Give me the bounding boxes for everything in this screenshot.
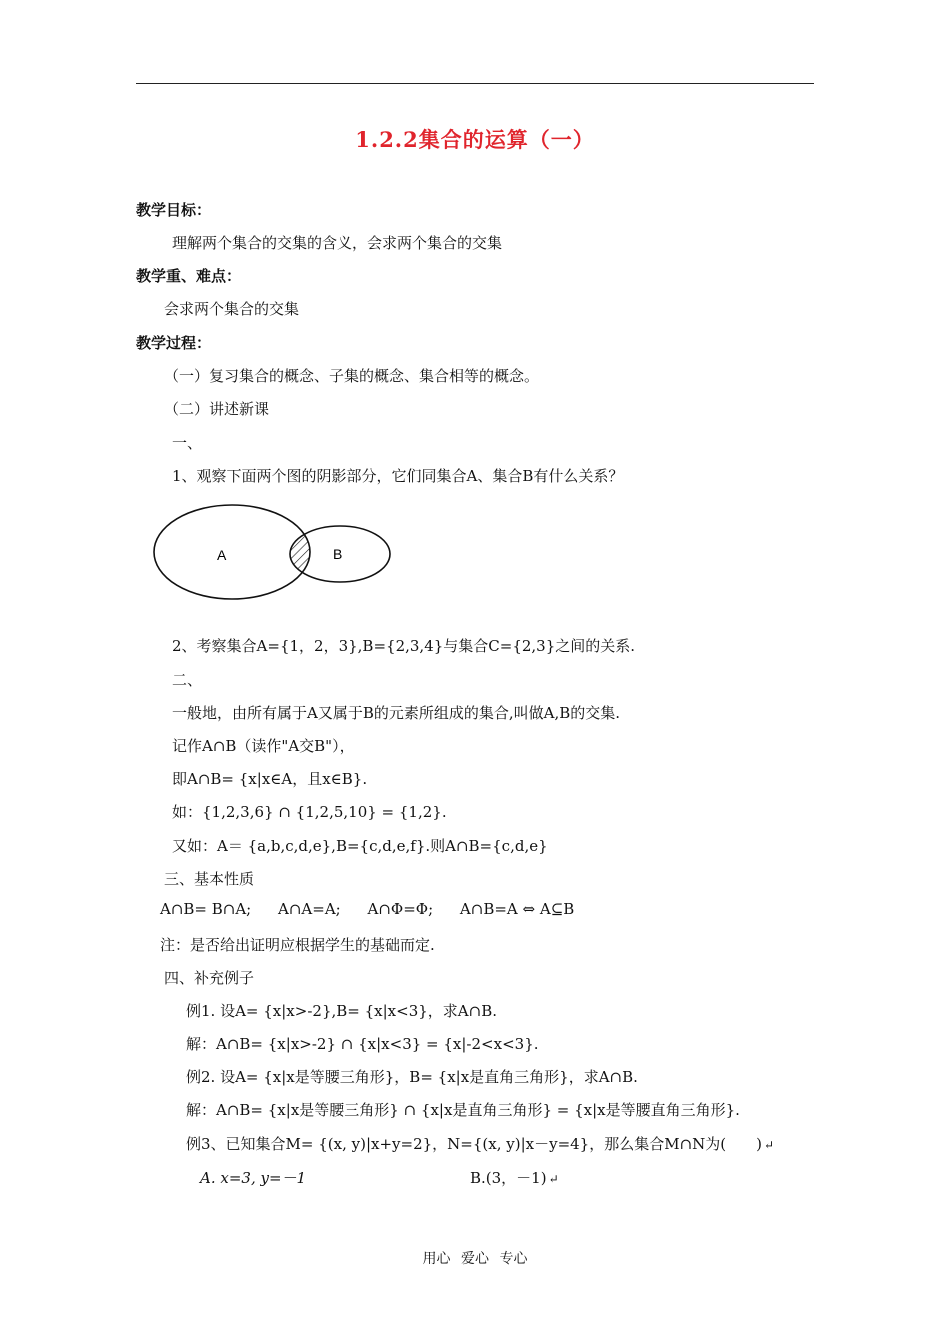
venn-label-b: B: [333, 546, 343, 562]
property-3: A∩Φ=Φ;: [367, 900, 434, 918]
venn-circle-a: [154, 505, 310, 599]
property-2: A∩A=A;: [278, 900, 341, 918]
venn-diagram: [150, 504, 400, 604]
header-rule: [136, 83, 814, 84]
footer: [0, 1248, 950, 1268]
equivalence-icon: ⇔: [522, 900, 536, 918]
footer-item-3: 专心: [499, 1251, 528, 1267]
option-b: B.(3，－1): [470, 1169, 547, 1187]
note-line: 注：是否给出证明应根据学生的基础而定.: [160, 936, 435, 954]
option-b-line: [470, 1168, 559, 1189]
properties-line: [160, 899, 574, 919]
property-4a: A∩B=A: [459, 900, 518, 918]
part2-heading: 二、: [172, 671, 203, 689]
solution-2: 解：A∩B= {x|x是等腰三角形} ∩ {x|x是直角三角形} = {x|x是等腰直角三角形}.: [186, 1101, 740, 1119]
solution-1: 解：A∩B= {x|x>-2} ∩ {x|x<3} = {x|-2<x<3}.: [186, 1035, 539, 1053]
example-b: 又如：A＝ {a,b,c,d,e},B={c,d,e,f}.则A∩B={c,d,e}: [172, 837, 548, 855]
venn-label-a: A: [217, 547, 227, 563]
footer-item-1: 用心: [422, 1251, 451, 1267]
formula: 即A∩B= {x|x∈A，且x∈B}.: [172, 770, 368, 788]
property-4b: A⊆B: [539, 900, 575, 918]
part3-heading: 三、基本性质: [164, 870, 255, 888]
goal-text: 理解两个集合的交集的含义，会求两个集合的交集: [172, 234, 503, 252]
part4-heading: 四、补充例子: [164, 969, 255, 987]
example-1: 例1. 设A= {x|x>-2},B= {x|x<3}，求A∩B.: [186, 1002, 497, 1020]
return-arrow-icon: ↵: [763, 1138, 775, 1152]
review-line: （一）复习集合的概念、子集的概念、集合相等的概念。: [164, 367, 540, 385]
example-a: 如：{1,2,3,6} ∩ {1,2,5,10} = {1,2}.: [172, 803, 447, 821]
definition: 一般地，由所有属于A又属于B的元素所组成的集合,叫做A,B的交集.: [172, 704, 621, 722]
page-title: 1.2.2集合的运算（一）: [355, 127, 595, 152]
property-1: A∩B= B∩A;: [160, 900, 252, 918]
key-heading: 教学重、难点：: [136, 267, 242, 285]
key-text: 会求两个集合的交集: [164, 300, 300, 318]
question-2: 2、考察集合A={1，2，3},B={2,3,4}与集合C={2,3}之间的关系.: [172, 637, 636, 655]
footer-item-2: 爱心: [461, 1251, 489, 1267]
goal-heading: 教学目标：: [136, 201, 212, 219]
question-1: 1、观察下面两个图的阴影部分，它们同集合A、集合B有什么关系？: [172, 467, 624, 485]
option-a: A. x=3, y=－1: [200, 1169, 307, 1187]
example-2: 例2. 设A= {x|x是等腰三角形}，B= {x|x是直角三角形}，求A∩B.: [186, 1068, 638, 1086]
notation: 记作A∩B（读作"A交B"），: [172, 737, 355, 755]
return-arrow-icon: ↵: [548, 1172, 559, 1186]
new-lesson-line: （二）讲述新课: [164, 400, 270, 418]
example-3-line: [186, 1134, 774, 1155]
example-3: 例3、已知集合M= {(x, y)|x+y=2}，N={(x, y)|x－y=4}，那么集合M∩N为( ): [186, 1135, 762, 1153]
part1-heading: 一、: [172, 434, 203, 452]
process-heading: 教学过程：: [136, 334, 212, 352]
